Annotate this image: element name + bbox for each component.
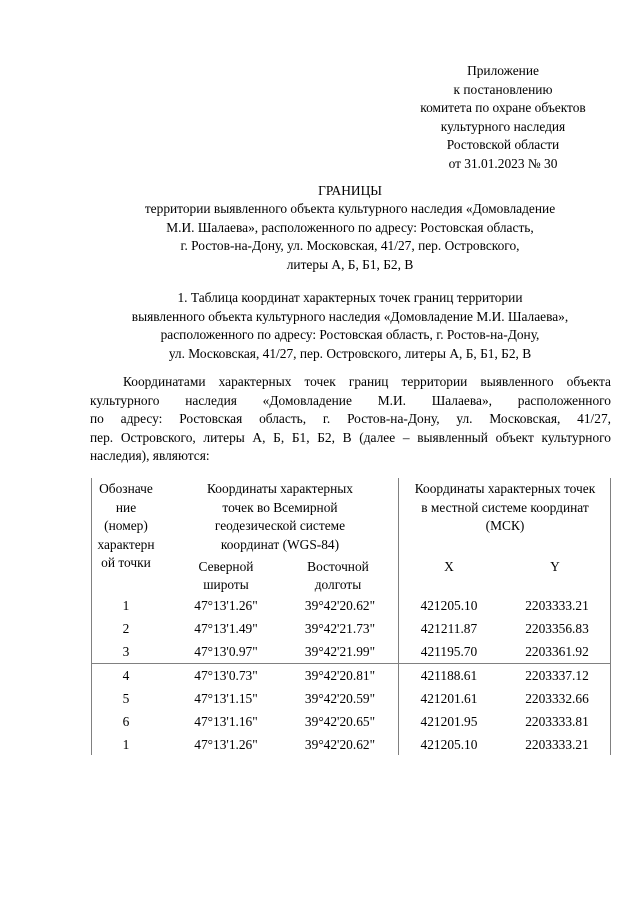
- longitude-value: 39°42'20.81": [304, 668, 376, 683]
- title-heading: ГРАНИЦЫ: [318, 183, 382, 198]
- table-row: [91, 711, 611, 734]
- header-point-number: Обозначе ние (номер) характерн ой точки: [97, 481, 155, 570]
- latitude-value: 47°13'1.16": [194, 714, 258, 729]
- intro-paragraph: [90, 373, 611, 466]
- section-heading: [80, 289, 620, 363]
- appendix-date-line: от 31.01.2023 № 30: [448, 155, 558, 171]
- appendix-line: комитета по охране объектов: [420, 100, 586, 116]
- longitude-value: 39°42'20.62": [304, 598, 376, 613]
- y-value: 2203332.66: [525, 691, 589, 706]
- x-value: 421188.61: [420, 668, 478, 683]
- point-number: 3: [122, 644, 130, 659]
- appendix-block: [395, 62, 611, 174]
- appendix-line: к постановлению: [453, 81, 553, 97]
- section-heading-line: ул. Московская, 41/27, пер. Островского, литеры А, Б, Б1, Б2, В: [168, 345, 532, 361]
- x-value: 421205.10: [420, 737, 478, 752]
- point-number: 6: [122, 714, 130, 729]
- point-number: 1: [122, 598, 130, 613]
- header-msk-coordinates: Координаты характерных точек в местной системе координат (МСК): [414, 481, 596, 533]
- title-line: территории выявленного объекта культурного наследия «Домовладение: [144, 201, 556, 216]
- header-wgs84-coordinates: Координаты характерных точек во Всемирной геодезической системе координат (WGS-84): [207, 481, 353, 552]
- table-row: [91, 734, 611, 757]
- y-value: 2203333.21: [525, 737, 589, 752]
- y-value: 2203337.12: [525, 668, 589, 683]
- appendix-line: Приложение: [467, 63, 539, 78]
- section-heading-line: расположенного по адресу: Ростовская область, г. Ростов-на-Дону,: [160, 327, 540, 343]
- x-value: 421195.70: [420, 644, 478, 659]
- header-y: Y: [550, 559, 560, 574]
- y-value: 2203333.21: [525, 598, 589, 613]
- y-value: 2203361.92: [525, 644, 589, 659]
- intro-line: пер. Островского, литеры А, Б, Б1, Б2, В (далее – выявленный объект культурного: [90, 429, 611, 445]
- x-value: 421201.61: [420, 691, 478, 706]
- document-title: [80, 182, 620, 274]
- section-heading-line: выявленного объекта культурного наследия «Домовладение М.И. Шалаева»,: [131, 308, 569, 324]
- table-row: [91, 665, 611, 688]
- y-value: 2203333.81: [525, 714, 589, 729]
- x-value: 421205.10: [420, 598, 478, 613]
- header-longitude: Восточной долготы: [307, 559, 369, 592]
- appendix-line: культурного наследия: [440, 118, 566, 134]
- latitude-value: 47°13'1.15": [194, 691, 258, 706]
- table-row: [91, 688, 611, 711]
- y-value: 2203356.83: [525, 621, 589, 636]
- longitude-value: 39°42'21.73": [304, 621, 376, 636]
- point-number: 4: [122, 668, 130, 683]
- coordinates-table: [91, 478, 611, 755]
- latitude-value: 47°13'1.49": [194, 621, 258, 636]
- latitude-value: 47°13'1.26": [194, 737, 258, 752]
- table-row: [91, 595, 611, 618]
- title-line: литеры А, Б, Б1, Б2, В: [286, 256, 414, 272]
- table-row: [91, 641, 611, 664]
- header-x: X: [444, 559, 454, 574]
- latitude-value: 47°13'0.97": [194, 644, 258, 659]
- point-number: 1: [122, 737, 130, 752]
- intro-line: наследия), являются:: [90, 448, 210, 464]
- header-latitude: Северной широты: [198, 559, 254, 592]
- title-line: г. Ростов-на-Дону, ул. Московская, 41/27, пер. Островского,: [180, 238, 520, 254]
- title-line: М.И. Шалаева», расположенного по адресу: Ростовская область,: [166, 219, 534, 235]
- point-number: 2: [122, 621, 130, 636]
- intro-line: культурного наследия «Домовладение М.И. Шалаева», расположенного: [90, 392, 611, 408]
- intro-line: по адресу: Ростовская область, г. Ростов-на-Дону, ул. Московская, 41/27,: [90, 411, 611, 427]
- appendix-line: Ростовской области: [446, 137, 560, 153]
- intro-line: Координатами характерных точек границ территории выявленного объекта: [123, 374, 611, 389]
- latitude-value: 47°13'1.26": [194, 598, 258, 613]
- longitude-value: 39°42'20.65": [304, 714, 376, 729]
- x-value: 421211.87: [420, 621, 478, 636]
- section-heading-line: 1. Таблица координат характерных точек границ территории: [177, 290, 523, 305]
- latitude-value: 47°13'0.73": [194, 668, 258, 683]
- table-row: [91, 618, 611, 641]
- point-number: 5: [122, 691, 130, 706]
- longitude-value: 39°42'20.62": [304, 737, 376, 752]
- longitude-value: 39°42'20.59": [304, 691, 376, 706]
- x-value: 421201.95: [420, 714, 478, 729]
- longitude-value: 39°42'21.99": [304, 644, 376, 659]
